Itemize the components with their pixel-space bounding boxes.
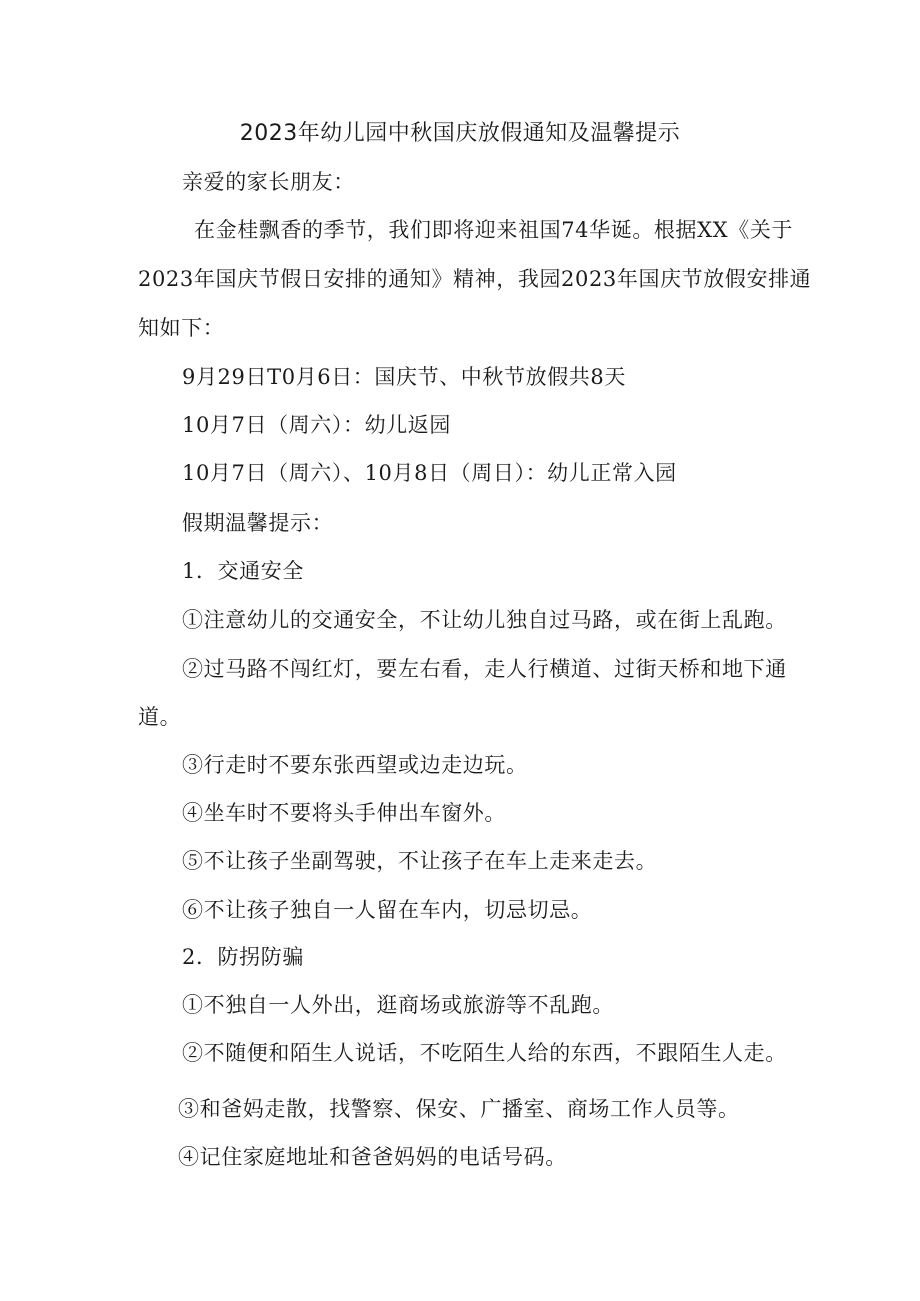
section1-item-2-cont: 道。 [138,705,182,729]
schedule-line-1: 9月29日T0月6日：国庆节、中秋节放假共8天 [182,365,626,389]
section2-item-1: ①不独自一人外出，逛商场或旅游等不乱跑。 [182,993,614,1017]
section1-item-3: ③行走时不要东张西望或边走边玩。 [182,753,528,777]
intro-line-1: 在金桂飘香的季节，我们即将迎来祖国74华诞。根据XX《关于 [194,218,794,242]
section2-heading: 2．防拐防骗 [182,945,304,969]
intro-line-3: 知如下： [138,316,225,340]
section1-heading: 1．交通安全 [182,559,304,583]
document-title: 2023年幼儿园中秋国庆放假通知及温馨提示 [239,121,681,146]
section1-item-2: ②过马路不闯红灯，要左右看，走人行横道、过街天桥和地下通 [182,657,787,681]
section2-item-2: ②不随便和陌生人说话，不吃陌生人给的东西，不跟陌生人走。 [182,1041,787,1065]
tips-heading: 假期温馨提示： [182,511,334,535]
section1-item-6: ⑥不让孩子独自一人留在车内，切忌切忌。 [182,898,593,922]
intro-line-2: 2023年国庆节假日安排的通知》精神，我园2023年国庆节放假安排通 [138,267,812,291]
section1-item-5: ⑤不让孩子坐副驾驶，不让孩子在车上走来走去。 [182,849,658,873]
schedule-line-3: 10月7日（周六）、10月8日（周日）：幼儿正常入园 [182,461,677,485]
section1-item-4: ④坐车时不要将头手伸出车窗外。 [182,801,506,825]
section2-item-4: ④记住家庭地址和爸爸妈妈的电话号码。 [178,1145,567,1169]
greeting: 亲爱的家长朋友： [182,170,355,194]
section2-item-3: ③和爸妈走散，找警察、保安、广播室、商场工作人员等。 [178,1097,740,1121]
schedule-line-2: 10月7日（周六）：幼儿返园 [182,413,451,437]
section1-item-1: ①注意幼儿的交通安全，不让幼儿独自过马路，或在街上乱跑。 [182,608,787,632]
